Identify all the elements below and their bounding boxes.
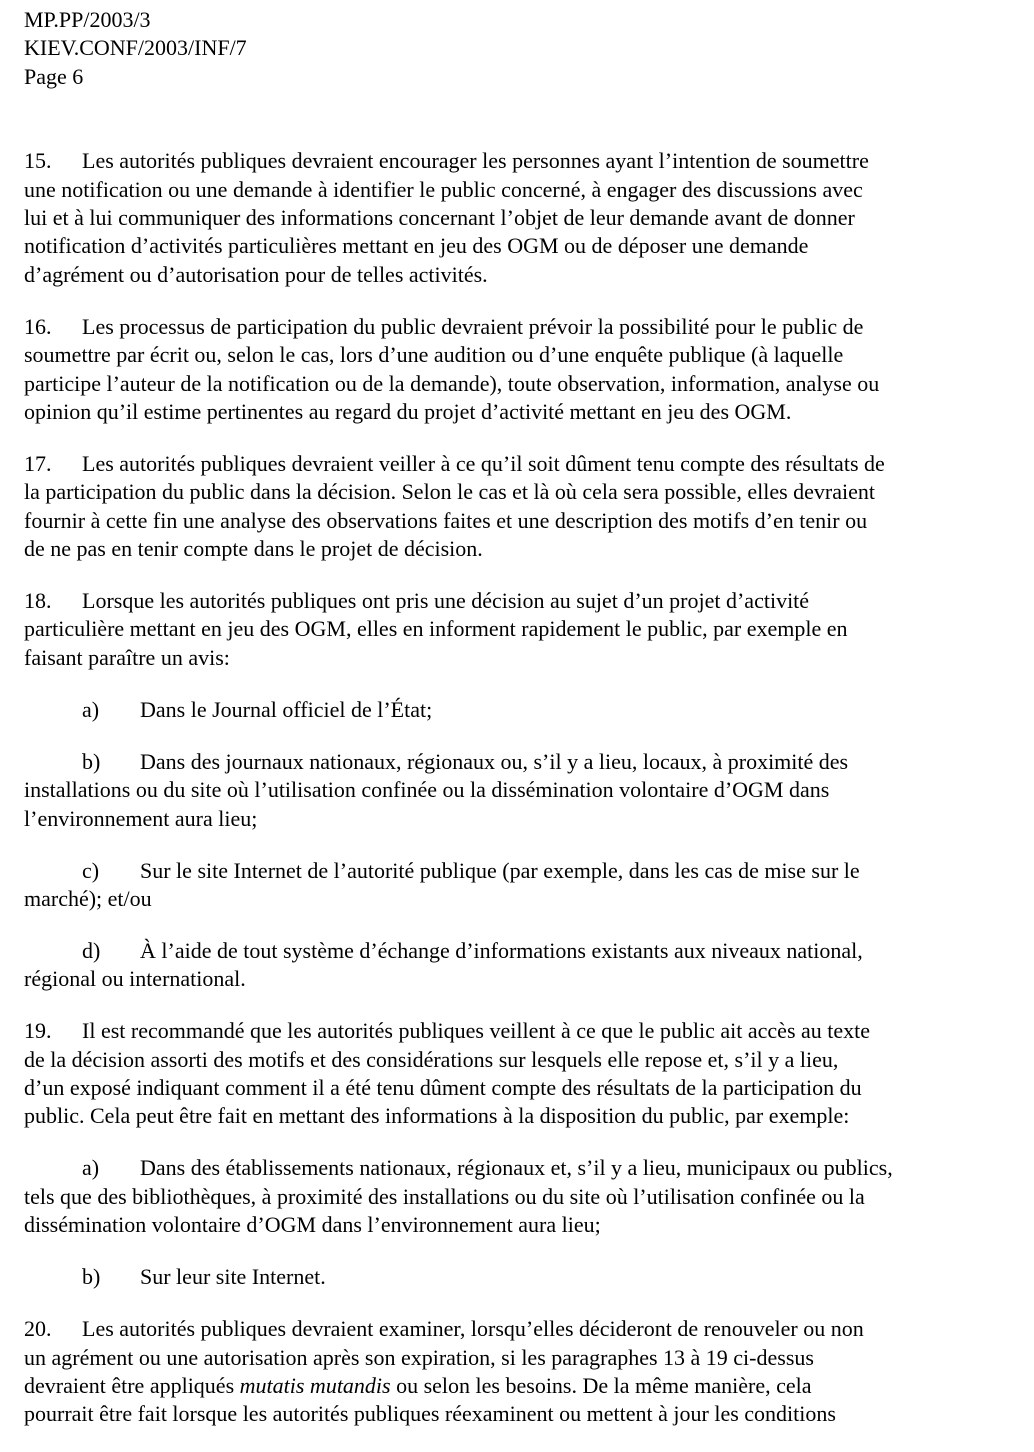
text-line bbox=[24, 1102, 1014, 1130]
text-line bbox=[24, 1154, 1014, 1182]
text-segment: particulière mettant en jeu des OGM, elles en informent rapidement le public, par exemple en bbox=[24, 616, 848, 642]
text-segment: installations ou du site où l’utilisation confinée ou la dissémination volontaire d’OGM dans bbox=[24, 777, 830, 803]
text-line bbox=[24, 805, 1014, 833]
text-segment: d’un exposé indiquant comment il a été tenu dûment compte des résultats de la participation du bbox=[24, 1075, 862, 1101]
text-segment: de ne pas en tenir compte dans le projet de décision. bbox=[24, 536, 483, 562]
text-segment: opinion qu’il estime pertinentes au regard du projet d’activité mettant en jeu des OGM. bbox=[24, 398, 792, 424]
text-segment: marché); et/ou bbox=[24, 885, 152, 911]
text-line bbox=[24, 615, 1014, 643]
text-segment: notification d’activités particulières mettant en jeu des OGM ou de déposer une demande bbox=[24, 233, 809, 259]
text-line bbox=[24, 644, 1014, 672]
text-line bbox=[24, 885, 1014, 913]
text-segment: ou selon les besoins. De la même manière, cela bbox=[390, 1372, 812, 1398]
document-header bbox=[24, 6, 1014, 91]
text-segment: pourrait être fait lorsque les autorités publiques réexaminent ou mettent à jour les conditions bbox=[24, 1401, 836, 1427]
text-line bbox=[24, 398, 1014, 426]
numbered-paragraph bbox=[24, 1017, 1014, 1131]
paragraph-number: 19. bbox=[24, 1018, 52, 1044]
text-line bbox=[24, 1263, 1014, 1291]
text-segment: Il est recommandé que les autorités publiques veillent à ce que le public ait accès au texte bbox=[82, 1018, 871, 1044]
text-line bbox=[24, 1372, 1014, 1400]
text-segment: public. Cela peut être fait en mettant des informations à la disposition du public, par exemple: bbox=[24, 1103, 850, 1129]
text-segment: Lorsque les autorités publiques ont pris une décision au sujet d’un projet d’activité bbox=[82, 588, 810, 614]
numbered-paragraph bbox=[24, 147, 1014, 289]
text-segment: Les autorités publiques devraient encourager les personnes ayant l’intention de soumettre bbox=[82, 148, 869, 174]
text-line bbox=[24, 232, 1014, 260]
numbered-paragraph bbox=[24, 587, 1014, 672]
text-line bbox=[24, 1211, 1014, 1239]
item-label: b) bbox=[82, 1264, 101, 1290]
text-line bbox=[24, 341, 1014, 369]
document-symbol-secondary: KIEV.CONF/2003/INF/7 bbox=[24, 35, 247, 61]
text-segment: soumettre par écrit ou, selon le cas, lors d’une audition ou d’une enquête publique (à laquelle bbox=[24, 342, 844, 368]
text-line bbox=[24, 370, 1014, 398]
text-line bbox=[24, 176, 1014, 204]
text-line bbox=[24, 204, 1014, 232]
text-line bbox=[24, 748, 1014, 776]
text-segment: faisant paraître un avis: bbox=[24, 644, 230, 670]
text-line bbox=[24, 1074, 1014, 1102]
list-item bbox=[24, 1263, 1014, 1291]
item-label: a) bbox=[82, 696, 100, 722]
text-line bbox=[24, 1183, 1014, 1211]
item-label: b) bbox=[82, 748, 101, 774]
text-line bbox=[24, 1315, 1014, 1343]
text-segment: Dans des établissements nationaux, régionaux et, s’il y a lieu, municipaux ou publics, bbox=[140, 1155, 893, 1181]
text-line bbox=[24, 1400, 1014, 1428]
text-segment: régional ou international. bbox=[24, 966, 246, 992]
text-line bbox=[24, 776, 1014, 804]
text-segment: Sur leur site Internet. bbox=[140, 1264, 326, 1290]
text-segment: Les autorités publiques devraient examiner, lorsqu’elles décideront de renouveler ou non bbox=[82, 1316, 864, 1342]
text-line bbox=[24, 313, 1014, 341]
text-line bbox=[24, 507, 1014, 535]
italic-text: mutatis mutandis bbox=[239, 1372, 391, 1398]
list-item bbox=[24, 857, 1014, 914]
document-symbol: MP.PP/2003/3 bbox=[24, 7, 151, 32]
text-line bbox=[24, 147, 1014, 175]
numbered-paragraph bbox=[24, 450, 1014, 564]
text-line bbox=[24, 1017, 1014, 1045]
text-segment: Dans des journaux nationaux, régionaux ou, s’il y a lieu, locaux, à proximité des bbox=[140, 748, 849, 774]
item-label: d) bbox=[82, 937, 101, 963]
document-page bbox=[24, 6, 1014, 1452]
text-segment: participe l’auteur de la notification ou de la demande), toute observation, information, analyse ou bbox=[24, 370, 880, 396]
text-segment: l’environnement aura lieu; bbox=[24, 805, 258, 831]
text-line bbox=[24, 857, 1014, 885]
text-segment: la participation du public dans la décision. Selon le cas et là où cela sera possible, elles devraient bbox=[24, 479, 875, 505]
text-line bbox=[24, 261, 1014, 289]
text-line bbox=[24, 937, 1014, 965]
text-line bbox=[24, 535, 1014, 563]
text-segment: d’agrément ou d’autorisation pour de telles activités. bbox=[24, 261, 488, 287]
paragraph-number: 20. bbox=[24, 1316, 52, 1342]
list-item bbox=[24, 696, 1014, 724]
text-line bbox=[24, 450, 1014, 478]
text-segment: Sur le site Internet de l’autorité publique (par exemple, dans les cas de mise sur le bbox=[140, 857, 860, 883]
text-line bbox=[24, 1344, 1014, 1372]
text-line bbox=[24, 696, 1014, 724]
text-segment: un agrément ou une autorisation après son expiration, si les paragraphes 13 à 19 ci-dessus bbox=[24, 1344, 814, 1370]
list-item bbox=[24, 1154, 1014, 1239]
numbered-paragraph bbox=[24, 313, 1014, 427]
text-line bbox=[24, 1046, 1014, 1074]
text-segment: de la décision assorti des motifs et des considérations sur lesquels elle repose et, s’il y a lieu, bbox=[24, 1046, 839, 1072]
paragraph-number: 16. bbox=[24, 313, 52, 339]
text-segment: Les processus de participation du public devraient prévoir la possibilité pour le public de bbox=[82, 313, 864, 339]
text-line bbox=[24, 587, 1014, 615]
text-line bbox=[24, 965, 1014, 993]
text-segment: fournir à cette fin une analyse des observations faites et une description des motifs d’en tenir ou bbox=[24, 507, 868, 533]
list-item bbox=[24, 937, 1014, 994]
text-segment: À l’aide de tout système d’échange d’informations existants aux niveaux national, bbox=[140, 937, 863, 963]
text-segment: dissémination volontaire d’OGM dans l’environnement aura lieu; bbox=[24, 1212, 601, 1238]
text-segment: tels que des bibliothèques, à proximité des installations ou du site où l’utilisation confinée ou la bbox=[24, 1183, 865, 1209]
paragraph-number: 17. bbox=[24, 450, 52, 476]
item-label: a) bbox=[82, 1155, 100, 1181]
text-segment: lui et à lui communiquer des informations concernant l’objet de leur demande avant de donner bbox=[24, 204, 855, 230]
document-body bbox=[24, 147, 1014, 1429]
page-number: Page 6 bbox=[24, 63, 84, 89]
text-line bbox=[24, 478, 1014, 506]
paragraph-number: 18. bbox=[24, 588, 52, 614]
item-label: c) bbox=[82, 857, 100, 883]
numbered-paragraph bbox=[24, 1315, 1014, 1429]
list-item bbox=[24, 748, 1014, 833]
text-segment: une notification ou une demande à identifier le public concerné, à engager des discussions avec bbox=[24, 176, 863, 202]
text-segment: Dans le Journal officiel de l’État; bbox=[140, 696, 433, 722]
text-segment: devraient être appliqués bbox=[24, 1372, 240, 1398]
paragraph-number: 15. bbox=[24, 148, 52, 174]
text-segment: Les autorités publiques devraient veiller à ce qu’il soit dûment tenu compte des résultats de bbox=[82, 450, 885, 476]
